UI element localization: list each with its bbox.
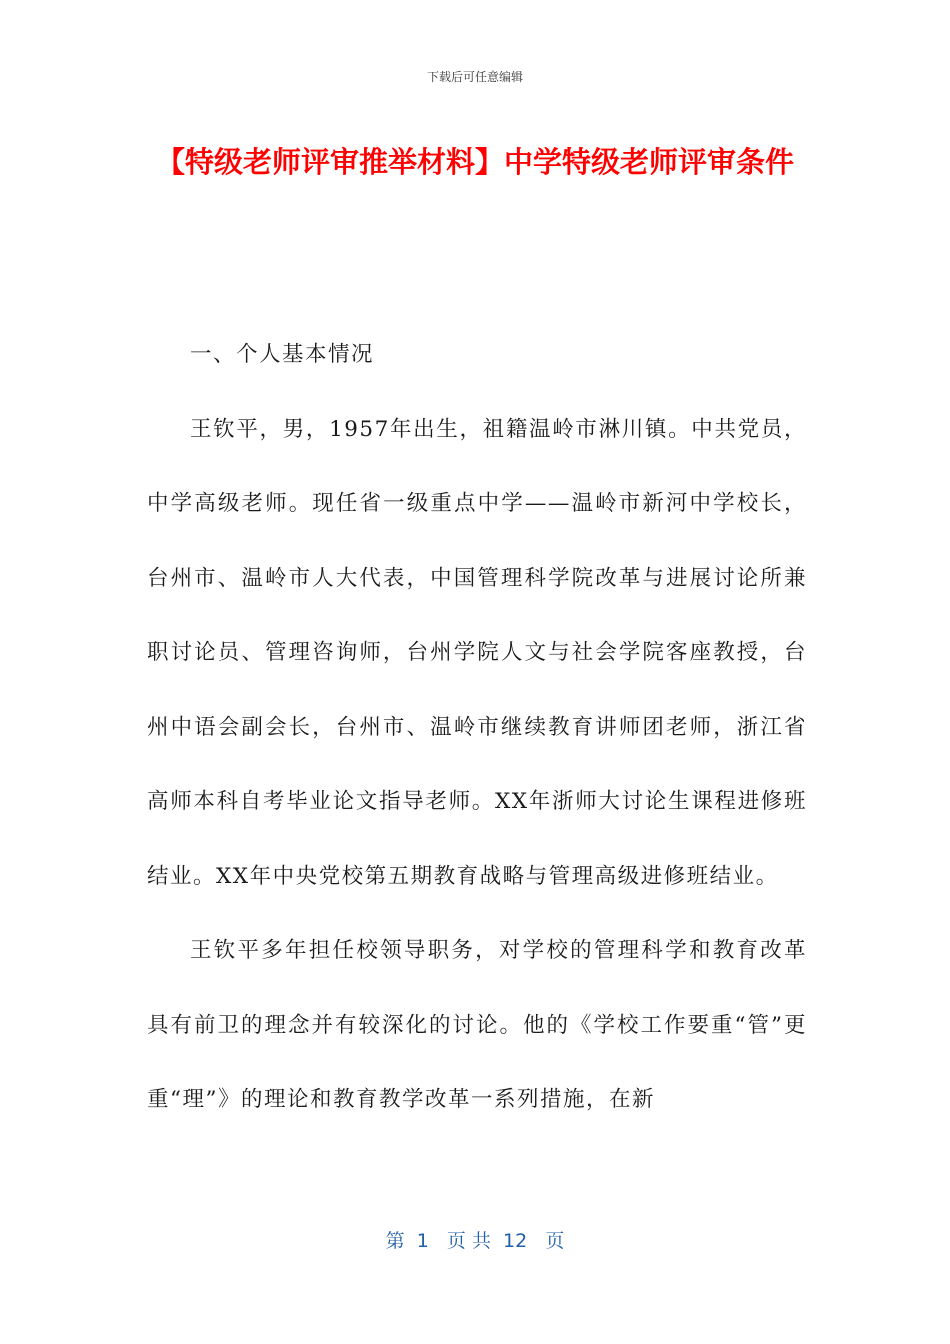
body-paragraph: 王钦平多年担任校领导职务，对学校的管理科学和教育改革具有前卫的理念并有较深化的讨论。他的《学校工作要重“管”更重“理”》的理论和教育教学改革一系列措施，在新 bbox=[147, 938, 807, 1112]
document-body bbox=[147, 318, 807, 1138]
document-title: 【特级老师评审推举材料】中学特级老师评审条件 bbox=[155, 145, 794, 179]
section-heading-paragraph: 一、个人基本情况 bbox=[190, 342, 375, 367]
body-paragraph: 王钦平，男，1957年出生，祖籍温岭市淋川镇。中共党员，中学高级老师。现任省一级重点中学——温岭市新河中学校长，台州市、温岭市人大代表，中国管理科学院改革与进展讨论所兼职讨论员、管理咨询师，台州学院人文与社会学院客座教授，台州中语会副会长，台州市、温岭市继续教育讲师团老师，浙江省高师本科自考毕业论文指导老师。XX年浙师大讨论生课程进修班结业。XX年中央党校第五期教育战略与管理高级进修班结业。 bbox=[147, 416, 807, 889]
header-note: 下载后可任意编辑 bbox=[426, 70, 523, 84]
page-number-footer: 第 1 页 共 12 页 bbox=[385, 1230, 565, 1252]
